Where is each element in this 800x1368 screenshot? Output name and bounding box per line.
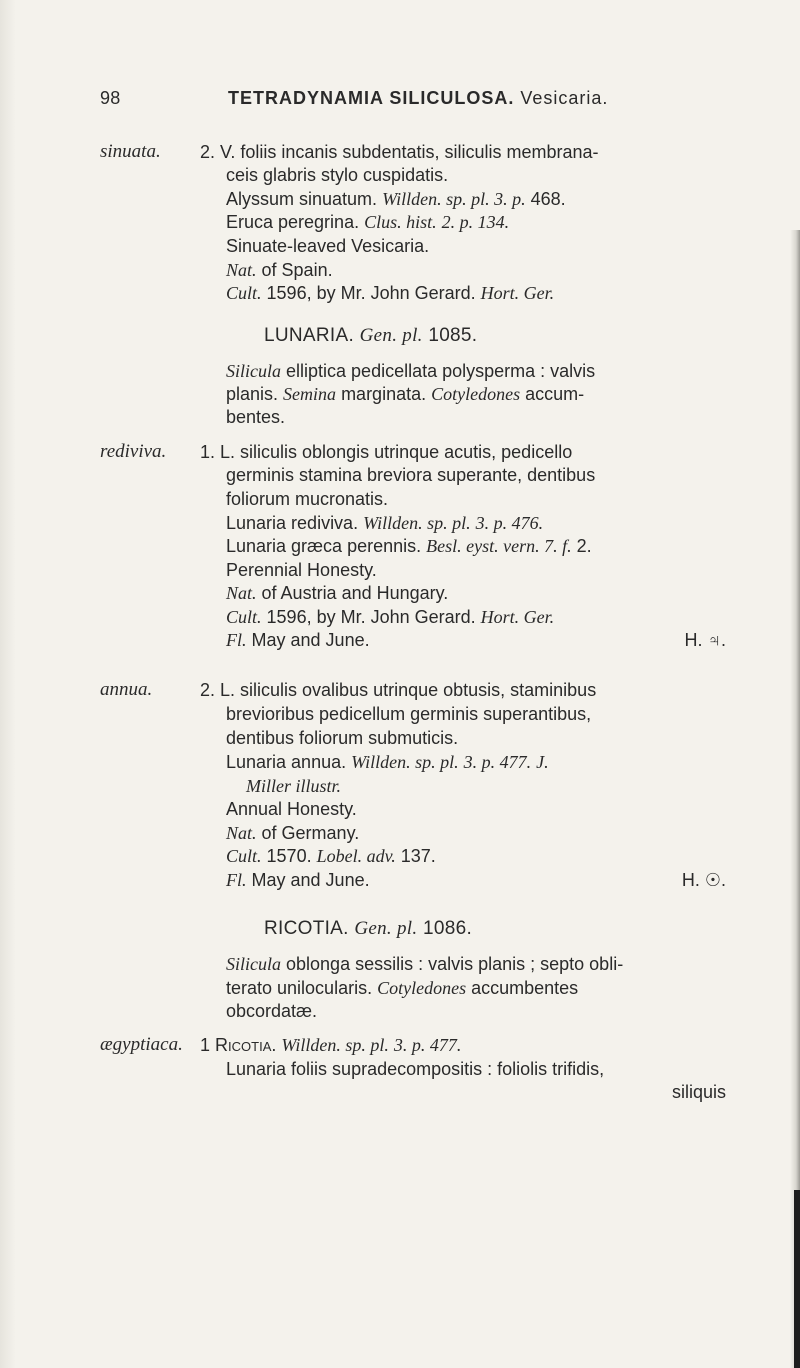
text-span: oblonga sessilis : valvis planis ; septo obli- <box>286 954 624 974</box>
genus-ref: Gen. pl. <box>354 918 418 939</box>
citation-italic: Hort. Ger. <box>480 607 555 627</box>
margin-name-sinuata: sinuata. <box>100 141 161 162</box>
genus-description-line: bentes. <box>226 407 286 427</box>
citation-italic: 2. p. 134. <box>441 212 510 232</box>
entry-line: Sinuate-leaved Vesicaria. <box>226 236 430 256</box>
genus-number: 1085. <box>428 325 478 346</box>
text-span: planis. <box>226 384 279 404</box>
margin-name-aegyptiaca: ægyptiaca. <box>100 1034 183 1055</box>
entry-line <box>226 845 766 867</box>
text-span: terato unilocularis. <box>226 978 373 998</box>
citation-italic: Lobel. adv. <box>316 846 396 866</box>
term-italic: Semina <box>283 384 337 404</box>
term-italic: Silicula <box>226 954 281 974</box>
entry-line <box>226 751 766 773</box>
citation-italic: 3. p. 477. <box>463 752 532 772</box>
duration-symbol: H. ♃. <box>684 630 726 650</box>
text-span: Lunaria rediviva. <box>226 513 359 533</box>
text-span: of Germany. <box>261 823 360 843</box>
page-number: 98 <box>100 88 121 108</box>
text-span: Lunaria græca perennis. <box>226 536 422 556</box>
citation-italic: Clus. hist. <box>364 212 437 232</box>
label-italic: Fl. <box>226 870 247 890</box>
citation-italic: Willden. sp. pl. <box>363 513 471 533</box>
citation-italic: Willden. sp. pl. <box>281 1035 389 1055</box>
entry-line: 1. L. siliculis oblongis utrinque acutis, pedicello <box>200 442 573 462</box>
text-span: elliptica pedicellata polysperma : valvis <box>286 361 596 381</box>
genus-name: LUNARIA. <box>264 325 355 346</box>
entry-line <box>226 869 766 891</box>
label-italic: Nat. <box>226 260 257 280</box>
entry-line <box>226 188 766 210</box>
genus-ref: Gen. pl. <box>359 325 423 346</box>
citation-italic: Hort. Ger. <box>480 283 555 303</box>
text-span: May and June. <box>251 870 370 890</box>
text-span: of Austria and Hungary. <box>261 583 449 603</box>
genus-name: RICOTIA. <box>264 918 349 939</box>
entry-line: 2. V. foliis incanis subdentatis, siliculis membrana- <box>200 142 599 162</box>
entry-line <box>226 211 766 233</box>
citation-italic: 3. p. 476. <box>475 513 544 533</box>
term-italic: Cotyledones <box>377 978 467 998</box>
entry-line: dentibus foliorum submuticis. <box>226 728 459 748</box>
citation-italic: 3. p. 477. <box>393 1035 462 1055</box>
entry-line <box>226 535 766 557</box>
entry-line <box>226 629 766 651</box>
label-italic: Nat. <box>226 583 257 603</box>
text-span: accum- <box>525 384 585 404</box>
text-span: Eruca peregrina. <box>226 212 360 232</box>
text-span: 1570. <box>266 846 312 866</box>
entry-line <box>200 1034 766 1056</box>
running-title-class: TETRADYNAMIA SILICULOSA. <box>228 88 515 108</box>
entry-line <box>246 775 766 797</box>
text-span: of Spain. <box>261 260 333 280</box>
entry-line: Annual Honesty. <box>226 799 357 819</box>
text-span: 468. <box>530 189 566 209</box>
label-italic: Cult. <box>226 283 262 303</box>
citation-italic: Miller illustr. <box>246 776 342 796</box>
genus-small-caps: Ricotia. <box>215 1035 277 1055</box>
margin-name-rediviva: rediviva. <box>100 441 167 462</box>
entry-line <box>226 606 766 628</box>
genus-description-line: obcordatæ. <box>226 1001 318 1021</box>
genus-heading-lunaria <box>264 325 477 347</box>
running-title <box>228 88 608 109</box>
genus-description-line <box>226 360 766 382</box>
label-italic: Fl. <box>226 630 247 650</box>
text-span: 1596, by Mr. John Gerard. <box>266 607 476 627</box>
genus-description-line <box>226 383 766 405</box>
entry-line: foliorum mucronatis. <box>226 489 389 509</box>
label-italic: Cult. <box>226 607 262 627</box>
entry-line <box>226 282 766 304</box>
page-shadow-left <box>0 0 16 1368</box>
label-italic: Cult. <box>226 846 262 866</box>
text-span: 137. <box>400 846 436 866</box>
text-span: Alyssum sinuatum. <box>226 189 378 209</box>
margin-name-annua: annua. <box>100 679 153 700</box>
text-span: 1596, by Mr. John Gerard. <box>266 283 476 303</box>
entry-line <box>226 582 766 604</box>
entry-line: germinis stamina breviora superante, dentibus <box>226 465 596 485</box>
term-italic: Cotyledones <box>431 384 521 404</box>
text-span: May and June. <box>251 630 370 650</box>
duration-symbol: H. ☉. <box>681 870 726 890</box>
text-span: accumbentes <box>471 978 579 998</box>
entry-line <box>226 259 766 281</box>
entry-line: Perennial Honesty. <box>226 560 377 580</box>
text-span: Lunaria annua. <box>226 752 347 772</box>
text-span: 1 <box>200 1035 211 1055</box>
genus-description-line <box>226 977 766 999</box>
genus-number: 1086. <box>423 918 473 939</box>
entry-line: brevioribus pedicellum germinis superantibus, <box>226 704 592 724</box>
running-title-genus: Vesicaria. <box>520 88 609 108</box>
page-edge-dark <box>794 1190 800 1368</box>
genus-heading-ricotia <box>264 918 472 940</box>
citation-italic: Besl. eyst. vern. 7. f. <box>426 536 572 556</box>
label-italic: Nat. <box>226 823 257 843</box>
citation-italic: Willden. sp. pl. <box>351 752 459 772</box>
entry-line <box>226 822 766 844</box>
citation-italic: Willden. sp. pl. 3. p. <box>382 189 526 209</box>
entry-line: ceis glabris stylo cuspidatis. <box>226 165 449 185</box>
running-head <box>100 88 760 118</box>
text-span: marginata. <box>341 384 427 404</box>
entry-line: Lunaria foliis supradecompositis : foliolis trifidis, <box>226 1059 605 1079</box>
entry-line <box>226 512 766 534</box>
entry-line: 2. L. siliculis ovalibus utrinque obtusis, staminibus <box>200 680 597 700</box>
text-span: siliquis <box>671 1082 726 1102</box>
term-italic: Silicula <box>226 361 281 381</box>
text-span: 2. <box>576 536 592 556</box>
genus-description-line <box>226 953 766 975</box>
citation-italic: J. <box>536 752 549 772</box>
